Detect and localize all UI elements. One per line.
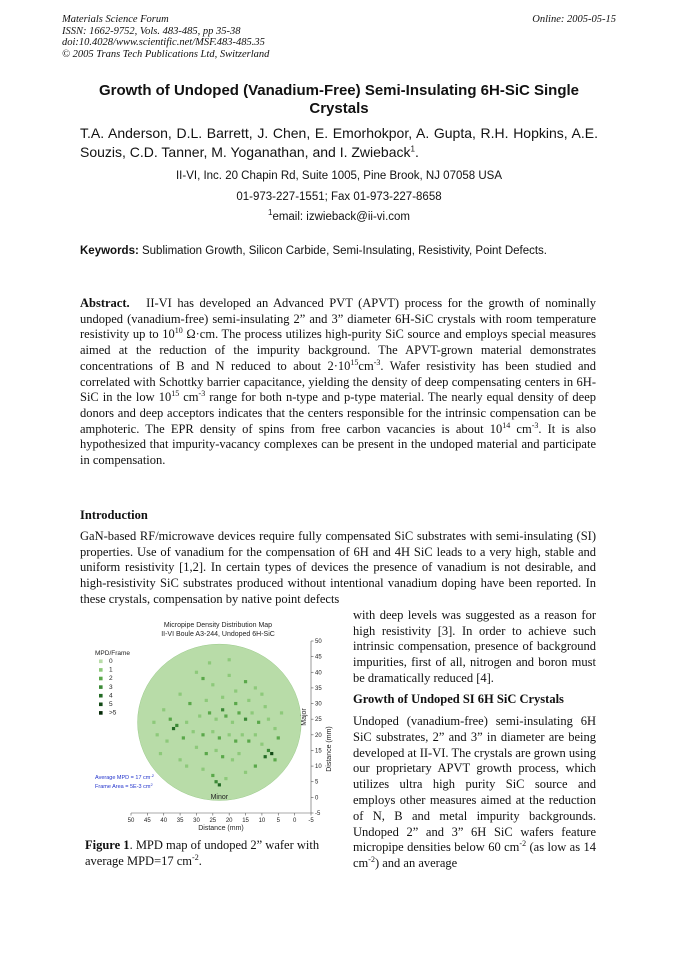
mpd-point <box>211 774 214 777</box>
journal-header <box>62 14 269 60</box>
mpd-point <box>156 733 159 736</box>
mpd-point <box>228 674 231 677</box>
mpd-point <box>169 718 172 721</box>
author-list: T.A. Anderson, D.L. Barrett, J. Chen, E. Emorhokpor, A. Gupta, R.H. Hopkins, A.E. Souzis, C.D. Tanner, M. Yoganathan, and I. Zwieback$^1$. <box>80 125 598 160</box>
mpd-point <box>214 718 217 721</box>
mpd-point <box>237 752 240 755</box>
mpd-point <box>234 739 237 742</box>
legend-swatch <box>99 660 103 664</box>
legend-label: 0 <box>109 658 113 665</box>
mpd-point <box>228 733 231 736</box>
growth-text-part: (as low as 14 cm <box>353 840 596 871</box>
caption-text: . <box>198 853 202 868</box>
keywords-text: Sublimation Growth, Silicon Carbide, Semi-Insulating, Resistivity, Point Defects. <box>138 245 547 257</box>
frame-area-annotation: Frame Area = 5E-3 $cm^2$ <box>95 782 153 790</box>
minor-label: Minor <box>210 794 229 801</box>
frame-area-sup: 2 <box>150 782 153 787</box>
abstract-text: Ω·cm. The process utilizes high-purity SiC source and employs special measures aimed at the reduction of the impurity background. The APVT-grown material demonstrates concentrations of B and N reduced to about 2·10 <box>80 327 596 373</box>
chart-title: Micropipe Density Distribution Map <box>163 622 273 629</box>
mpd-point <box>195 671 198 674</box>
legend-title: MPD/Frame <box>95 650 131 657</box>
figure-caption <box>85 838 345 870</box>
mpd-point <box>185 764 188 767</box>
phone-fax: 01-973-227-1551; Fax 01-973-227-8658 <box>236 191 442 203</box>
mpd-point <box>162 708 165 711</box>
email-line <box>80 208 598 223</box>
mpd-point <box>211 730 214 733</box>
legend-swatch <box>99 711 103 715</box>
growth-sup: -2 <box>519 839 527 849</box>
mpd-point <box>198 714 201 717</box>
mpd-point <box>152 721 155 724</box>
x-tick-label: 35 <box>176 818 184 824</box>
mpd-point <box>267 749 270 752</box>
mpd-point <box>165 739 168 742</box>
y-tick-label: 30 <box>315 701 322 708</box>
mpd-point <box>214 780 217 783</box>
email-address[interactable]: email: izwieback@ii-vi.com <box>272 211 410 223</box>
legend-label: 1 <box>109 666 113 674</box>
mpd-point <box>231 721 234 724</box>
mpd-point <box>178 758 181 761</box>
mpd-point <box>264 755 267 758</box>
legend-label: 3 <box>109 683 113 691</box>
x-tick-label: 40 <box>160 818 168 824</box>
mpd-point <box>228 658 231 661</box>
mpd-point <box>211 683 214 686</box>
y-tick-label: 40 <box>315 670 322 677</box>
paper-title: Growth of Undoped (Vanadium-Free) Semi-Insulating 6H-SiC Single Crystals <box>98 82 580 117</box>
mpd-point <box>237 711 240 714</box>
mpd-point <box>175 724 178 727</box>
mpd-point <box>224 777 227 780</box>
average-mpd-annotation: Average MPD = 17 $cm^{-2}$ <box>95 773 154 781</box>
mpd-point <box>241 733 244 736</box>
issn-line: ISSN: 1662-9752, Vols. 483-485, pp 35-38 <box>62 25 241 37</box>
mpd-point <box>247 699 250 702</box>
figure-label: Figure 1 <box>85 838 130 852</box>
abstract-text: cm <box>179 390 199 405</box>
abstract-sup: -3 <box>198 389 206 399</box>
y-tick-label: 50 <box>315 639 322 645</box>
y-tick-label: 0 <box>315 795 319 802</box>
x-tick-label: 15 <box>242 818 249 824</box>
mpd-point <box>201 733 204 736</box>
x-tick-label: -5 <box>308 818 314 824</box>
mpd-point <box>205 699 208 702</box>
mpd-point <box>208 661 211 664</box>
mpd-point <box>254 686 257 689</box>
mpd-point <box>231 758 234 761</box>
abstract-text: cm <box>510 421 532 436</box>
keywords <box>80 245 547 257</box>
abstract-text: . Wafer resistivity has been studied and correlated with Schottky barrier capacitance, yielding the density of deep compensating centers in 6H-SiC in the low 10 <box>80 358 596 405</box>
caption-text: . MPD map of undoped 2” wafer with average MPD=17 cm <box>85 838 320 868</box>
author-superscript: 1 <box>410 144 415 154</box>
doi-line: doi:10.4028/www.scientific.net/MSF.483-485.35 <box>62 37 265 48</box>
mpd-point <box>192 730 195 733</box>
legend-label: 5 <box>109 701 113 708</box>
mpd-point <box>280 711 283 714</box>
mpd-point <box>178 693 181 696</box>
legend-swatch <box>99 703 103 707</box>
legend-swatch <box>99 668 103 672</box>
legend-label: >5 <box>109 709 117 717</box>
mpd-point <box>214 749 217 752</box>
legend-swatch <box>99 677 103 681</box>
y-tick-label: 45 <box>315 654 322 661</box>
abstract-sup: 15 <box>350 357 359 367</box>
average-mpd-sup: -2 <box>150 773 154 778</box>
abstract-sup: 10 <box>174 326 183 336</box>
mpd-point <box>159 752 162 755</box>
legend-label: 2 <box>109 675 113 683</box>
abstract-sup: 15 <box>171 389 180 399</box>
mpd-point <box>218 736 221 739</box>
mpd-point <box>201 677 204 680</box>
y-tick-label: 20 <box>315 732 322 739</box>
y-tick-label: 35 <box>315 685 322 692</box>
abstract-sup: -3 <box>531 420 539 430</box>
online-date: Online: 2005-05-15 <box>532 14 616 25</box>
x-tick-label: 10 <box>258 818 266 824</box>
mpd-point <box>221 708 224 711</box>
y-tick-label: 5 <box>315 779 319 786</box>
introduction-heading: Introduction <box>80 508 148 522</box>
y-tick-label: -5 <box>315 811 321 817</box>
abstract-text: II-VI has developed an Advanced PVT (APVT) process for the growth of nominally undoped (vanadium-free) semi-insulating 2” and 3” diameter 6H-SiC crystals with room temperature resistivity up to 10 <box>80 296 596 342</box>
mpd-point <box>260 743 263 746</box>
mpd-point <box>264 705 267 708</box>
mpd-point <box>205 752 208 755</box>
growth-text-part: Undoped (vanadium-free) semi-insulating 6H SiC substrates, 2” and 3” in diameter are being developed at II-VI. The crystals are grown using our proprietary APVT growth process, which utilizes ultra high purity SiC source and employs other measures aimed at the reduction of N, B and metal impurity backgrounds. Undoped 2” and 3” 6H SiC wafers feature micropipe densities below 60 cm <box>353 714 596 855</box>
mpd-point <box>247 739 250 742</box>
growth-sup: -2 <box>368 855 375 865</box>
mpd-point <box>257 721 260 724</box>
growth-text <box>353 714 596 872</box>
mpd-point <box>270 752 273 755</box>
abstract-sup: 14 <box>502 420 511 430</box>
mpd-point <box>254 733 257 736</box>
x-axis-label: Distance (mm) <box>198 825 244 832</box>
chart-subtitle: II-VI Boule A3-244, Undoped 6H-SiC <box>161 631 275 638</box>
mpd-point <box>244 680 247 683</box>
mpd-point <box>221 696 224 699</box>
introduction-text: GaN-based RF/microwave devices require fully compensated SiC substrates with semi-insulating (SI) properties. Use of vanadium for the compensation of 6H and 4H SiC leads to a very high, stable and uniform resistivity [1,2]. In certain types of devices the presence of vanadium is not desirable, and high-resistivity SiC substrates produced without intentional vanadium doping have been reported. In these crystals, compensation by native point defects <box>80 529 596 606</box>
mpd-point <box>218 783 221 786</box>
abstract-sup: -3 <box>373 357 381 367</box>
abstract-text: cm <box>358 358 374 373</box>
mpd-point <box>201 768 204 771</box>
y-tick-label: 10 <box>315 764 322 771</box>
abstract <box>80 296 596 469</box>
mpd-point <box>234 702 237 705</box>
y-axis-label: Distance (mm) <box>326 726 333 772</box>
mpd-point <box>221 755 224 758</box>
abstract-text: . It is also hypothesized that impurity-vacancy complexes can be present in the undoped material and participate in compensation. <box>80 421 597 468</box>
caption-sup: -2 <box>192 852 199 862</box>
abstract-label: Abstract. <box>80 296 130 310</box>
introduction-text-continued: with deep levels was suggested as a reason for high resistivity [3]. In order to achieve such intrinsic compensation, presence of background impurities, first of all, nitrogen and boron must be dramatically reduced [4]. <box>353 608 596 685</box>
mpd-point <box>182 736 185 739</box>
x-tick-label: 25 <box>209 818 217 824</box>
legend-swatch <box>99 694 103 698</box>
growth-text-part: ) and an average <box>374 856 458 871</box>
mpd-point <box>267 718 270 721</box>
legend-label: 4 <box>109 692 113 700</box>
y-tick-label: 25 <box>315 717 322 724</box>
mpd-point <box>188 702 191 705</box>
mpd-point <box>244 771 247 774</box>
mpd-point <box>254 764 257 767</box>
mpd-point <box>224 714 227 717</box>
growth-heading: Growth of Undoped SI 6H SiC Crystals <box>353 692 564 706</box>
mpd-point <box>244 718 247 721</box>
major-label: Major <box>301 708 308 726</box>
mpd-point <box>185 721 188 724</box>
x-tick-label: 50 <box>127 818 135 824</box>
mpd-point <box>195 746 198 749</box>
mpd-point <box>172 727 175 730</box>
keywords-label: Keywords: <box>80 245 139 257</box>
y-tick-label: 15 <box>315 748 322 755</box>
author-names: T.A. Anderson, D.L. Barrett, J. Chen, E. Emorhokpor, A. Gupta, R.H. Hopkins, A.E. Souzis, C.D. Tanner, M. Yoganathan, and I. Zwieback <box>80 125 598 160</box>
x-tick-label: 30 <box>193 818 200 824</box>
email-superscript: 1 <box>267 208 273 218</box>
x-tick-label: 45 <box>144 818 151 824</box>
affiliation: II-VI, Inc. 20 Chapin Rd, Suite 1005, Pine Brook, NJ 07058 USA <box>175 170 502 182</box>
mpd-point <box>250 711 253 714</box>
x-tick-label: 20 <box>225 818 233 824</box>
copyright-line: © 2005 Trans Tech Publications Ltd, Switzerland <box>62 48 270 60</box>
mpd-point <box>273 727 276 730</box>
mpd-point <box>234 689 237 692</box>
x-tick-label: 0 <box>292 818 297 824</box>
mpd-map-figure <box>85 615 347 835</box>
legend-swatch <box>99 685 103 689</box>
journal-name: Materials Science Forum <box>62 14 169 25</box>
x-tick-label: 5 <box>276 818 280 824</box>
mpd-point <box>273 758 276 761</box>
mpd-point <box>208 711 211 714</box>
wafer-disc <box>138 644 302 800</box>
mpd-point <box>277 736 280 739</box>
mpd-point <box>260 693 263 696</box>
abstract-text: range for both n-type and p-type material. The nearly equal density of deep donors and deep acceptors indicates that the centers responsible for the intrinsic compensation can be amphoteric. The EPR density of spins from free carbon vacancies is about 10 <box>80 390 596 436</box>
